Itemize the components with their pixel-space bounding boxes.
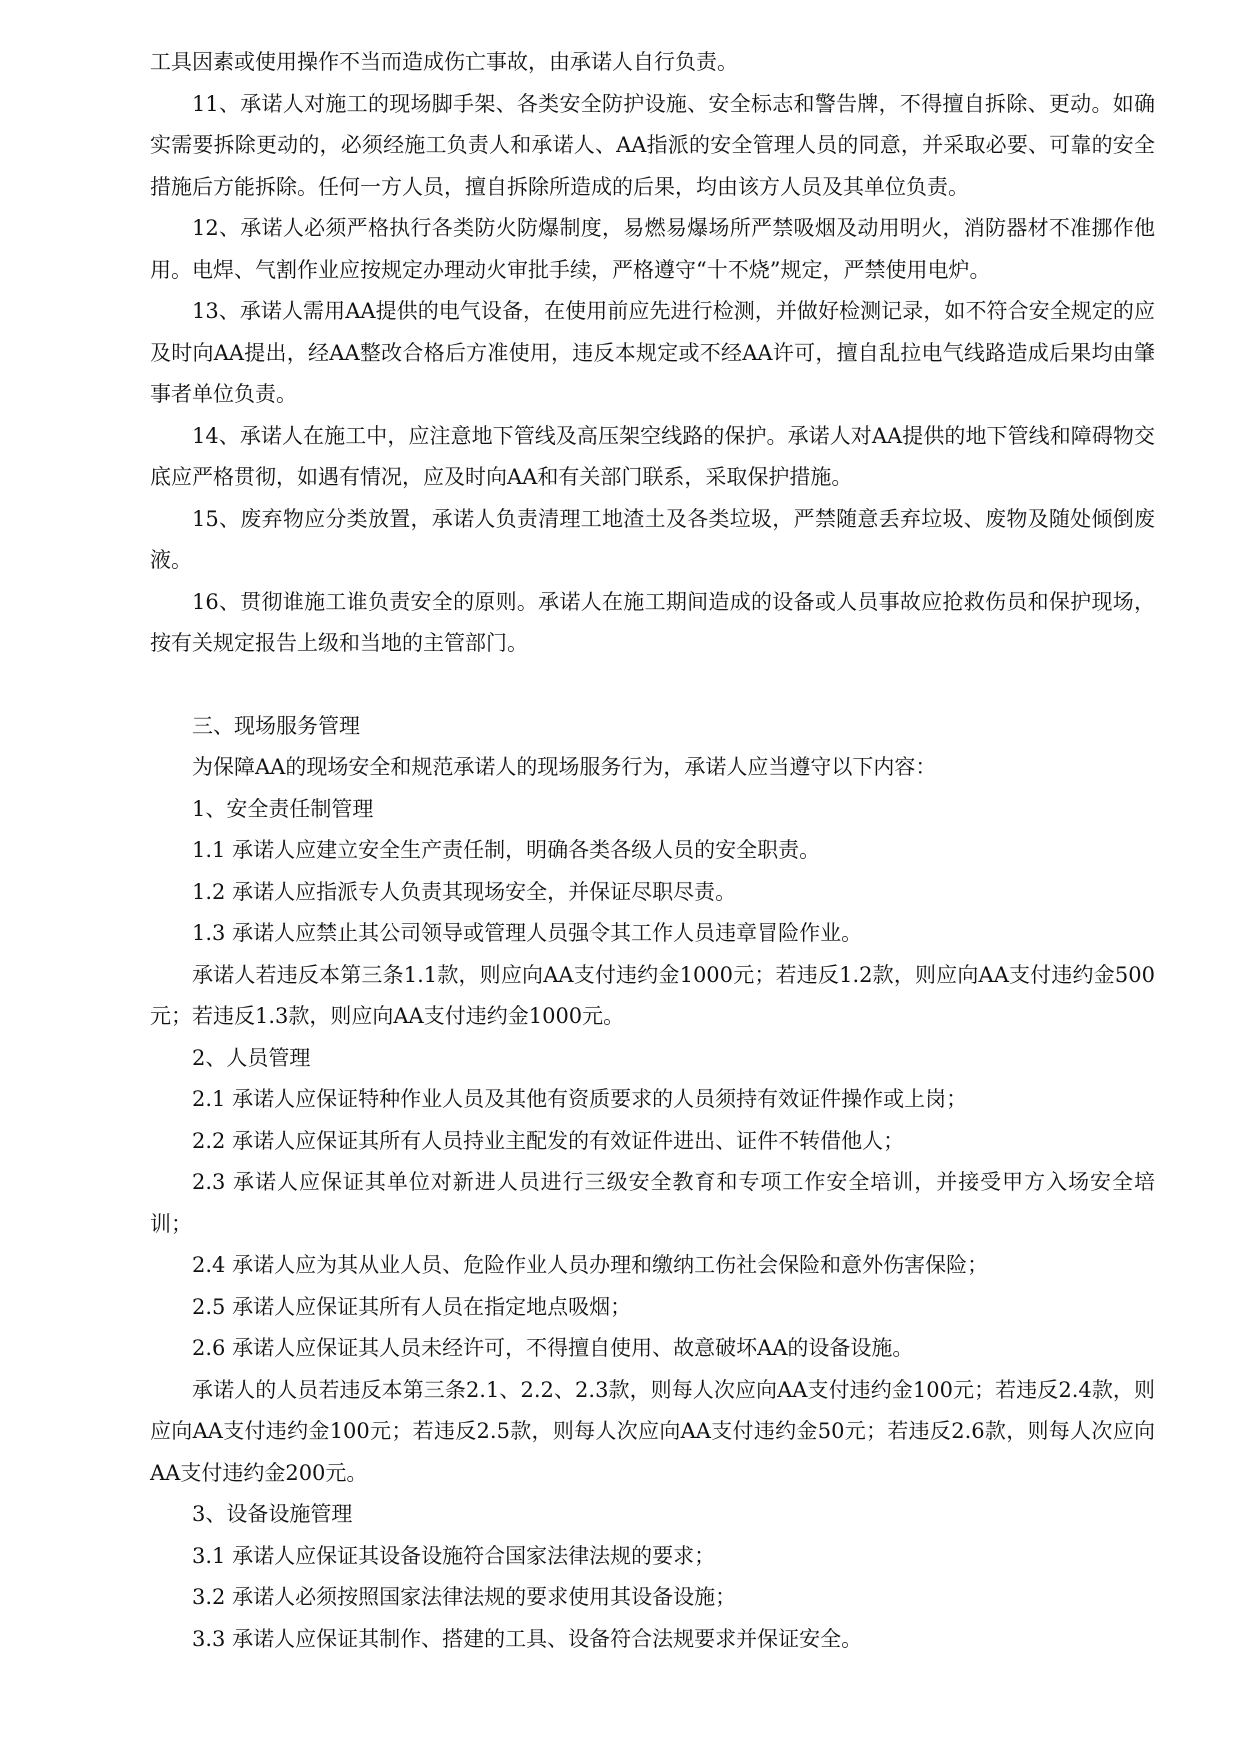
clause-2-6: 2.6 承诺人应保证其人员未经许可，不得擅自使用、故意破坏AA的设备设施。 <box>192 1336 914 1360</box>
paragraph-item-11: 11、承诺人对施工的现场脚手架、各类安全防护设施、安全标志和警告牌，不得擅自拆除、更动。如确实需要拆除更动的，必须经施工负责人和承诺人、AA指派的安全管理人员的同意，并采取必要、可靠的安全措施后方能拆除。任何一方人员，擅自拆除所造成的后果，均由该方人员及其单位负责。 <box>150 91 1155 199</box>
clause-2-1: 2.1 承诺人应保证特种作业人员及其他有资质要求的人员须持有效证件操作或上岗； <box>192 1087 968 1111</box>
subsection-heading-1: 1、安全责任制管理 <box>192 796 374 821</box>
penalty-paragraph-2: 承诺人的人员若违反本第三条2.1、2.2、2.3款，则每人次应向AA支付违约金100元；若违反2.4款，则应向AA支付违约金100元；若违反2.5款，则每人次应向AA支付违约金50元；若违反2.6款，则每人次应向AA支付违约金200元。 <box>150 1377 1155 1485</box>
paragraph-item-14: 14、承诺人在施工中，应注意地下管线及高压架空线路的保护。承诺人对AA提供的地下管线和障碍物交底应严格贯彻，如遇有情况，应及时向AA和有关部门联系，采取保护措施。 <box>150 423 1155 489</box>
clause-3-1: 3.1 承诺人应保证其设备设施符合国家法律法规的要求； <box>192 1543 716 1568</box>
clause-2-5: 2.5 承诺人应保证其所有人员在指定地点吸烟； <box>192 1294 632 1319</box>
subsection-heading-2: 2、人员管理 <box>192 1045 311 1070</box>
clause-1-2: 1.2 承诺人应指派专人负责其现场安全，并保证尽职尽责。 <box>192 879 737 904</box>
clause-2-2: 2.2 承诺人应保证其所有人员持业主配发的有效证件进出、证件不转借他人； <box>192 1128 905 1153</box>
clause-2-3: 2.3 承诺人应保证其单位对新进人员进行三级安全教育和专项工作安全培训，并接受甲方入场安全培训； <box>150 1170 1155 1236</box>
paragraph-item-13: 13、承诺人需用AA提供的电气设备，在使用前应先进行检测，并做好检测记录，如不符合安全规定的应及时向AA提出，经AA整改合格后方准使用，违反本规定或不经AA许可，擅自乱拉电气线路造成后果均由肇事者单位负责。 <box>150 299 1155 406</box>
clause-3-2: 3.2 承诺人必须按照国家法律法规的要求使用其设备设施； <box>192 1585 737 1609</box>
paragraph-item-12: 12、承诺人必须严格执行各类防火防爆制度，易燃易爆场所严禁吸烟及动用明火，消防器材不准挪作他用。电焊、气割作业应按规定办理动火审批手续，严格遵守“十不烧”规定，严禁使用电炉。 <box>150 216 1155 282</box>
paragraph-item-16: 16、贯彻谁施工谁负责安全的原则。承诺人在施工期间造成的设备或人员事故应抢救伤员和保护现场，按有关规定报告上级和当地的主管部门。 <box>150 589 1155 655</box>
subsection-heading-3: 3、设备设施管理 <box>192 1502 353 1526</box>
paragraph-continuation: 工具因素或使用操作不当而造成伤亡事故，由承诺人自行负责。 <box>150 50 738 74</box>
clause-3-3: 3.3 承诺人应保证其制作、搭建的工具、设备符合法规要求并保证安全。 <box>192 1626 863 1651</box>
clause-1-3: 1.3 承诺人应禁止其公司领导或管理人员强令其工作人员违章冒险作业。 <box>192 921 863 945</box>
section-heading-3: 三、现场服务管理 <box>192 713 360 738</box>
document-page <box>150 42 1155 1660</box>
penalty-paragraph-1: 承诺人若违反本第三条1.1款，则应向AA支付违约金1000元；若违反1.2款，则应向AA支付违约金500元；若违反1.3款，则应向AA支付违约金1000元。 <box>150 962 1155 1028</box>
section-intro: 为保障AA的现场安全和规范承诺人的现场服务行为，承诺人应当遵守以下内容： <box>192 755 937 779</box>
clause-1-1: 1.1 承诺人应建立安全生产责任制，明确各类各级人员的安全职责。 <box>192 838 821 862</box>
clause-2-4: 2.4 承诺人应为其从业人员、危险作业人员办理和缴纳工伤社会保险和意外伤害保险； <box>192 1253 989 1277</box>
paragraph-item-15: 15、废弃物应分类放置，承诺人负责清理工地渣土及各类垃圾，严禁随意丢弃垃圾、废物及随处倾倒废液。 <box>150 506 1155 572</box>
section-spacer <box>150 665 1155 706</box>
